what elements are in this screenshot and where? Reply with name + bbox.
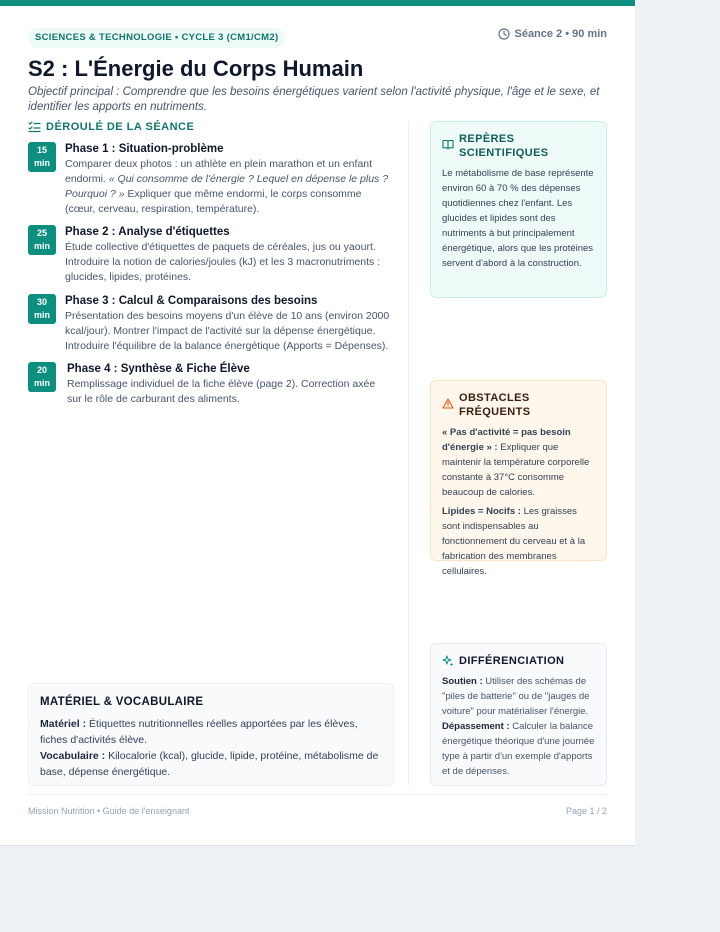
phase-2 <box>28 225 390 285</box>
reperes-text: Le métabolisme de base représente environ 60 à 70 % des dépenses quotidiennes chez l'enfant. Les glucides et lipides sont des nutriments à but principalement énergétique, alors que les protéines servent d'abord à la construction. <box>442 168 594 269</box>
phase-unit: min <box>33 310 50 320</box>
differenciation-text: Calculer la balance énergétique théorique d'une journée type à partir d'un exemple d'apports et de dépenses. <box>442 721 595 777</box>
book-icon <box>442 139 454 150</box>
differenciation-card <box>430 643 607 786</box>
phase-text-intro: Comparer deux photos : un athlète en plein marathon et un enfant endormi. <box>65 158 373 185</box>
page-title: S2 : L'Énergie du Corps Humain <box>28 56 364 81</box>
phase-quote: « Qui consomme de l'énergie ? Lequel en dépense le plus ? Pourquoi ? » <box>65 173 389 200</box>
phase-title: Phase 3 : Calcul & Comparaisons des besoins <box>65 295 318 307</box>
differenciation-label: Dépassement : <box>442 721 510 732</box>
phase-text: Étude collective d'étiquettes de paquets de céréales, jus ou yaourt. Introduire la notion de calories/joules (kJ) et les 3 macronutriments : glucides, lipides, protéines. <box>65 241 381 283</box>
clock-icon <box>498 28 510 40</box>
phase-duration-badge <box>28 294 56 324</box>
phase-title: Phase 4 : Synthèse & Fiche Élève <box>67 363 250 375</box>
obstacle-item <box>442 425 595 500</box>
phase-unit: min <box>33 158 50 168</box>
phase-4 <box>28 362 390 407</box>
obstacle-item <box>442 504 595 579</box>
materiel-title: MATÉRIEL & VOCABULAIRE <box>40 696 204 708</box>
materiel-text: Étiquettes nutritionnelles réelles apportées par les élèves, fiches d'activités élève. <box>40 718 358 746</box>
obstacle-text: Les graisses sont indispensables au fonctionnement du cerveau et à la fabrication des membranes cellulaires. <box>442 506 586 577</box>
phase-1 <box>28 142 390 217</box>
materiel-box <box>28 683 394 786</box>
footer-divider <box>28 794 607 795</box>
phase-3 <box>28 294 390 354</box>
phase-minutes: 25 <box>36 228 47 238</box>
obstacle-text: Expliquer que maintenir la température corporelle constante à 37°C consomme beaucoup de calories. <box>442 442 590 498</box>
differenciation-item <box>442 719 595 779</box>
differenciation-item <box>442 674 595 719</box>
phase-text-outro: Expliquer que même endormi, le corps consomme (cœur, cerveau, respiration, température). <box>65 188 362 215</box>
differenciation-label: Soutien : <box>442 676 483 687</box>
phase-unit: min <box>33 241 50 251</box>
materiel-line <box>40 716 382 748</box>
sparkle-icon <box>442 655 454 667</box>
subject-badge: SCIENCES & TECHNOLOGIE • CYCLE 3 (CM1/CM2) <box>28 28 285 48</box>
phase-title: Phase 2 : Analyse d'étiquettes <box>65 226 230 238</box>
phase-minutes: 30 <box>36 297 47 307</box>
differenciation-list <box>442 674 595 779</box>
phase-text: Présentation des besoins moyens d'un élève de 10 ans (environ 2000 kcal/jour). Montrer l'impact de l'activité sur la dépense énergétique. Introduire l'équilibre de la balance énergétique (Apports = Dépenses). <box>65 310 390 352</box>
deroule-title: DÉROULÉ DE LA SÉANCE <box>46 121 195 133</box>
footer-source: Mission Nutrition • Guide de l'enseignant <box>28 806 190 816</box>
materiel-label: Matériel : <box>40 718 87 730</box>
column-divider <box>408 121 409 785</box>
deroule-heading <box>28 121 194 133</box>
phase-text <box>65 157 390 217</box>
reperes-card <box>430 121 607 298</box>
phase-duration-badge <box>28 362 56 392</box>
obstacles-card <box>430 380 607 577</box>
phase-text: Remplissage individuel de la fiche élève (page 2). Correction axée sur le rôle de carburant des aliments. <box>67 378 376 405</box>
vocabulaire-text: Kilocalorie (kcal), glucide, lipide, protéine, métabolisme de base, dépense énergétique. <box>40 750 379 778</box>
obstacle-label: Lipides = Nocifs : <box>442 506 521 517</box>
obstacles-heading <box>442 391 595 419</box>
objective-text: Objectif principal : Comprendre que les besoins énergétiques varient selon l'activité physique, l'âge et le sexe, et identifier les apports en nutriments. <box>28 86 600 113</box>
vocabulaire-line <box>40 748 382 780</box>
materiel-content <box>40 716 382 780</box>
warning-icon <box>442 398 454 409</box>
differenciation-heading <box>442 654 595 668</box>
obstacles-title: OBSTACLES FRÉQUENTS <box>459 392 531 418</box>
phase-duration-badge <box>28 225 56 255</box>
phase-duration-badge <box>28 142 56 172</box>
obstacle-label: « Pas d'activité = pas besoin d'énergie » : <box>442 427 571 453</box>
phase-minutes: 15 <box>36 145 47 155</box>
session-info <box>498 28 607 40</box>
accent-bar <box>0 0 635 6</box>
obstacles-list <box>442 425 595 579</box>
phase-unit: min <box>33 378 50 388</box>
reperes-heading <box>442 132 595 160</box>
differenciation-text: Utiliser des schémas de "piles de batterie" ou de "jauges de voiture" pour matérialiser l'énergie. <box>442 676 590 717</box>
phase-title: Phase 1 : Situation-problème <box>65 143 224 155</box>
page-number: Page 1 / 2 <box>565 806 607 816</box>
vocabulaire-label: Vocabulaire : <box>40 750 106 762</box>
reperes-title: REPÈRES SCIENTIFIQUES <box>459 133 549 159</box>
session-label: Séance 2 • 90 min <box>514 28 607 40</box>
phase-minutes: 20 <box>36 365 47 375</box>
list-icon <box>28 121 41 133</box>
differenciation-title: DIFFÉRENCIATION <box>459 655 565 667</box>
